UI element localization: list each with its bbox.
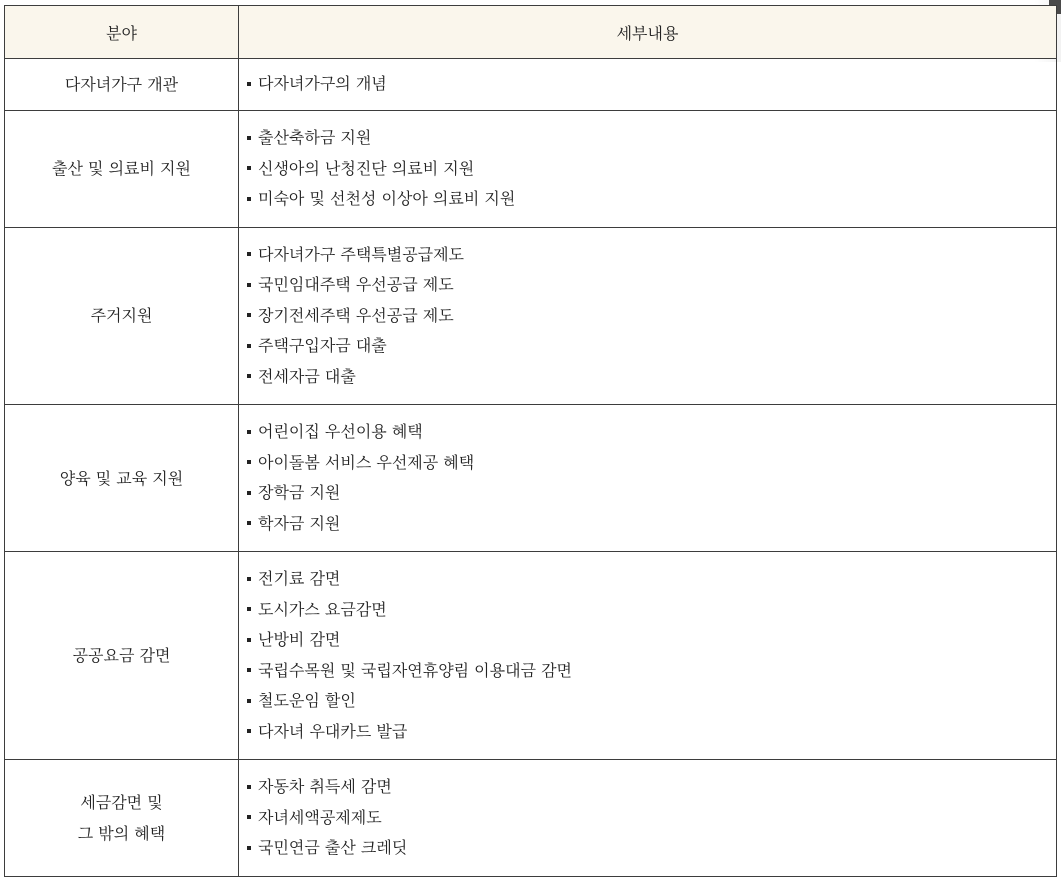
list-item <box>247 270 1046 301</box>
square-bullet-icon <box>247 638 251 642</box>
list-item-text: 출산축하금 지원 <box>258 128 372 147</box>
square-bullet-icon <box>247 374 251 378</box>
header-details: 세부내용 <box>239 6 1057 59</box>
list-item-text: 도시가스 요금감면 <box>258 599 387 619</box>
square-bullet-icon <box>247 430 251 434</box>
list-item-text: 어린이집 우선이용 혜택 <box>258 422 423 441</box>
list-item <box>247 123 1046 154</box>
list-item-text: 장학금 지원 <box>258 483 341 502</box>
list-item-text: 국민연금 출산 크레딧 <box>258 838 408 857</box>
list-item-text: 학자금 지원 <box>258 513 341 533</box>
list-item <box>247 656 1046 687</box>
list-item <box>247 803 1046 834</box>
header-category: 분야 <box>5 6 239 59</box>
list-item-text: 다자녀 우대카드 발급 <box>258 721 408 741</box>
list-item-text: 신생아의 난청진단 의료비 지원 <box>258 158 475 178</box>
category-cell <box>5 760 239 877</box>
category-cell <box>5 59 239 111</box>
square-bullet-icon <box>247 785 251 789</box>
category-label: 주거지원 <box>90 306 153 326</box>
square-bullet-icon <box>247 699 251 703</box>
square-bullet-icon <box>247 460 251 464</box>
list-item <box>247 362 1046 393</box>
list-item <box>247 69 1046 100</box>
category-cell <box>5 227 239 405</box>
list-item-text: 철도운임 할인 <box>258 691 356 710</box>
list-item <box>247 448 1046 479</box>
category-cell <box>5 552 239 760</box>
benefits-table <box>4 5 1057 877</box>
list-item <box>247 331 1046 362</box>
category-label: 공공요금 감면 <box>72 646 171 665</box>
category-label: 출산 및 의료비 지원 <box>52 159 191 179</box>
category-label: 세금감면 및 <box>80 792 163 812</box>
square-bullet-icon <box>247 283 251 287</box>
list-item-text: 국민임대주택 우선공급 제도 <box>258 275 454 294</box>
list-item <box>247 301 1046 332</box>
list-item <box>247 509 1046 540</box>
table-row <box>5 111 1057 228</box>
square-bullet-icon <box>247 668 251 672</box>
square-bullet-icon <box>247 136 251 140</box>
square-bullet-icon <box>247 846 251 850</box>
list-item <box>247 686 1046 717</box>
list-item <box>247 417 1046 448</box>
square-bullet-icon <box>247 607 251 611</box>
list-item <box>247 717 1046 748</box>
square-bullet-icon <box>247 491 251 495</box>
table-row <box>5 405 1057 552</box>
square-bullet-icon <box>247 577 251 581</box>
details-cell <box>239 59 1057 111</box>
list-item-text: 국립수목원 및 국립자연휴양림 이용대금 감면 <box>258 660 573 680</box>
list-item-text: 미숙아 및 선천성 이상아 의료비 지원 <box>258 189 516 208</box>
list-item <box>247 595 1046 626</box>
details-cell <box>239 760 1057 877</box>
table-row <box>5 552 1057 760</box>
details-cell <box>239 111 1057 228</box>
category-label: 양육 및 교육 지원 <box>59 468 184 488</box>
square-bullet-icon <box>247 82 251 86</box>
details-cell <box>239 552 1057 760</box>
table-row <box>5 59 1057 111</box>
list-item-text: 자동차 취득세 감면 <box>258 777 392 796</box>
square-bullet-icon <box>247 313 251 317</box>
table-body <box>5 59 1057 877</box>
details-cell <box>239 227 1057 405</box>
square-bullet-icon <box>247 729 251 733</box>
square-bullet-icon <box>247 521 251 525</box>
details-cell <box>239 405 1057 552</box>
list-item <box>247 625 1046 656</box>
list-item-text: 전기료 감면 <box>258 569 341 588</box>
category-cell <box>5 111 239 228</box>
list-item-text: 난방비 감면 <box>258 630 341 649</box>
list-item-text: 아이돌봄 서비스 우선제공 혜택 <box>258 452 475 472</box>
square-bullet-icon <box>247 197 251 201</box>
square-bullet-icon <box>247 252 251 256</box>
list-item-text: 주택구입자금 대출 <box>258 336 387 355</box>
list-item-text: 장기전세주택 우선공급 제도 <box>258 305 454 325</box>
list-item <box>247 478 1046 509</box>
list-item <box>247 240 1046 271</box>
list-item <box>247 564 1046 595</box>
list-item-text: 다자녀가구의 개념 <box>258 74 387 94</box>
table-row <box>5 760 1057 877</box>
table-row <box>5 227 1057 405</box>
category-label: 그 밖의 혜택 <box>77 823 166 843</box>
list-item-text: 전세자금 대출 <box>258 366 356 386</box>
square-bullet-icon <box>247 166 251 170</box>
category-cell <box>5 405 239 552</box>
header-row <box>5 6 1057 59</box>
list-item-text: 다자녀가구 주택특별공급제도 <box>258 244 465 264</box>
square-bullet-icon <box>247 344 251 348</box>
list-item <box>247 184 1046 215</box>
square-bullet-icon <box>247 815 251 819</box>
list-item <box>247 154 1046 185</box>
list-item <box>247 833 1046 864</box>
category-label: 다자녀가구 개관 <box>64 75 179 94</box>
list-item <box>247 772 1046 803</box>
list-item-text: 자녀세액공제제도 <box>258 807 382 827</box>
